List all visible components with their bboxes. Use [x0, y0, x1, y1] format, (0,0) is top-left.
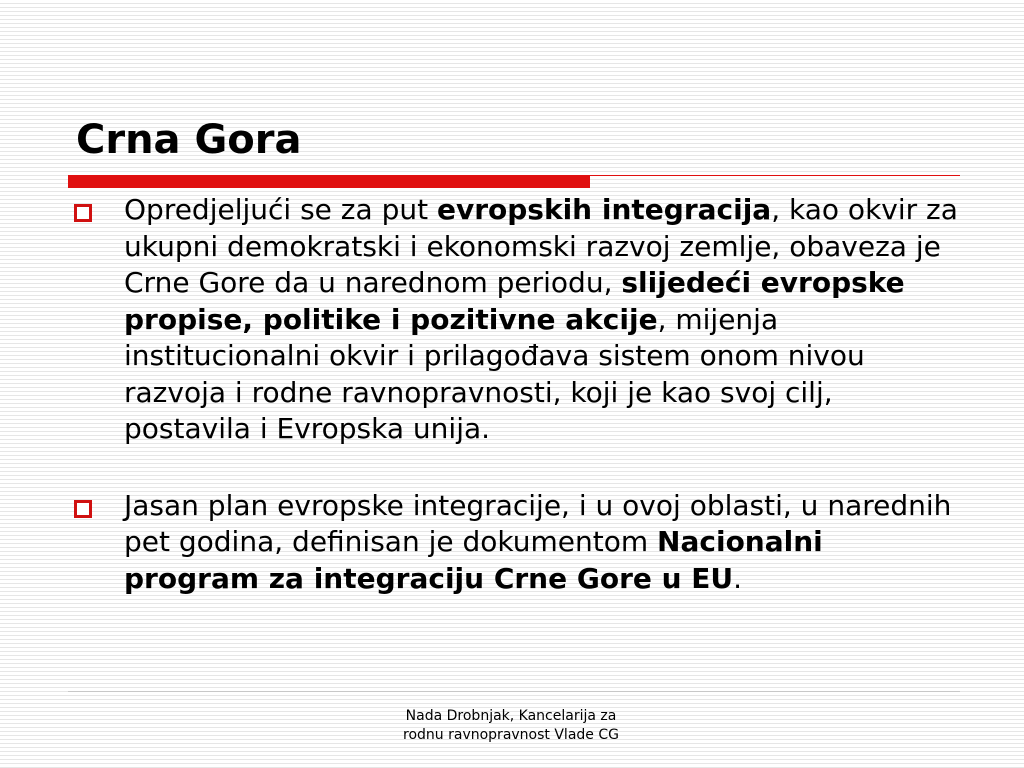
bullet-text	[124, 489, 951, 595]
slide-footer	[352, 707, 670, 745]
footer-line-2: rodnu ravnopravnost Vlade CG	[403, 727, 619, 743]
bullet-list	[74, 192, 964, 597]
bullet-text-segment: Jasan plan evropske integracije, i u ovoj oblasti, u narednih pet godina, definisan je dokumentom	[124, 488, 952, 558]
hollow-square-bullet-icon	[74, 500, 92, 518]
bullet-item	[74, 488, 964, 598]
slide-title: Crna Gora	[76, 117, 302, 163]
footer-line-1: Nada Drobnjak, Kancelarija za	[405, 708, 617, 724]
footer-divider	[68, 691, 960, 692]
bullet-text-emphasis: evropskih integracija	[436, 193, 772, 226]
title-underline-thick-bar	[68, 175, 590, 188]
bullet-item	[74, 192, 964, 448]
title-underline-thin-line	[590, 175, 960, 176]
bullet-text	[124, 193, 958, 445]
bullet-text-emphasis: Nacionalni program za integraciju Crne Gore u EU	[124, 525, 823, 595]
bullet-text-emphasis: slijedeći evropske propise, politike i pozitivne akcije	[124, 266, 905, 336]
bullet-text-segment: , mijenja institucionalni okvir i prilagođava sistem onom nivou razvoja i rodne ravnopravnosti, koji je kao svoj cilj, postavila i Evropska unija.	[124, 302, 865, 445]
bullet-text-segment: Opredjeljući se za put	[124, 193, 437, 226]
title-underline	[68, 175, 960, 189]
hollow-square-bullet-icon	[74, 204, 92, 222]
bullet-text-segment: .	[733, 561, 743, 595]
bullet-text-segment: , kao okvir za ukupni demokratski i ekonomski razvoj zemlje, obaveza je Crne Gore da u narednom periodu,	[124, 193, 958, 299]
